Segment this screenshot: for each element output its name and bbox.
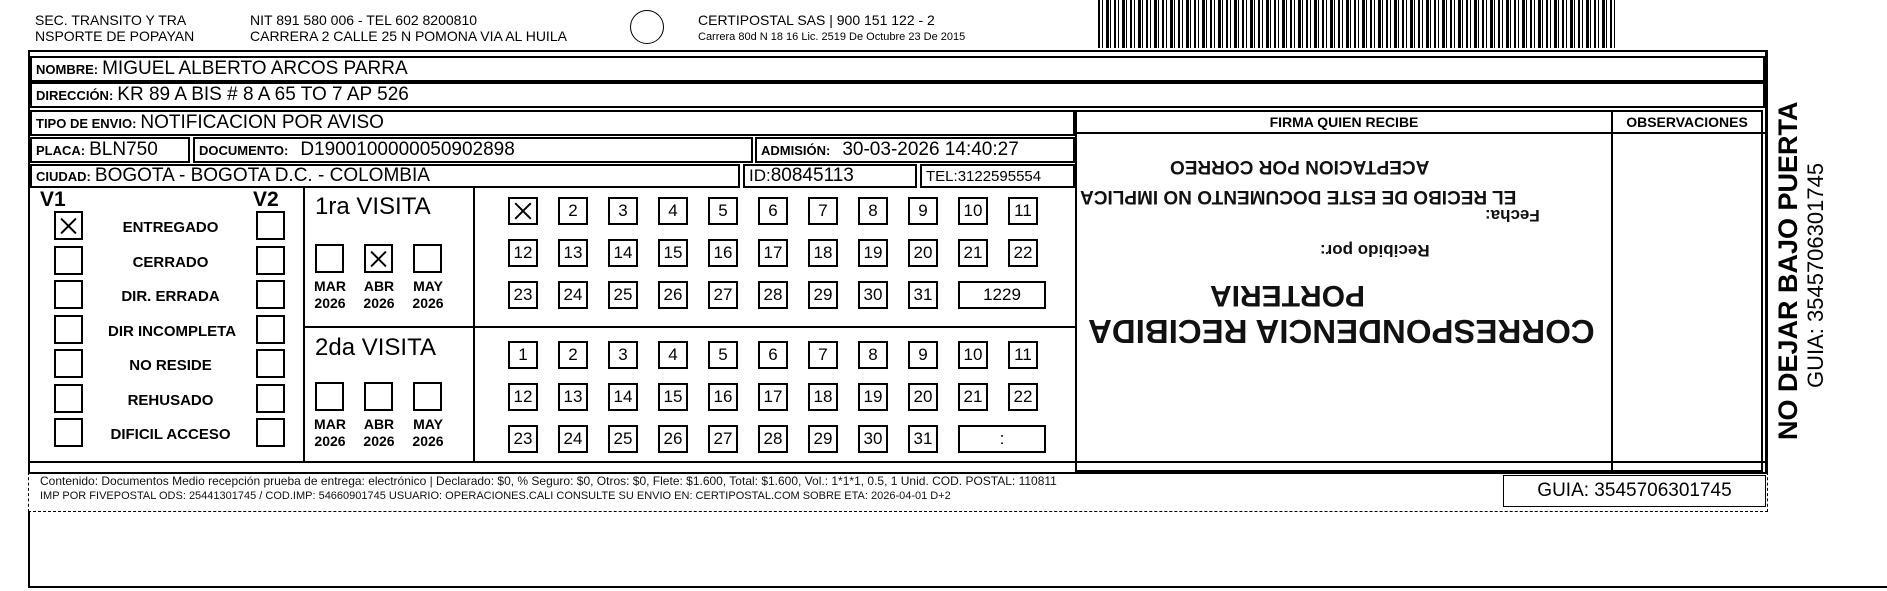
reason-label: CERRADO	[132, 253, 209, 271]
ciudad-label: CIUDAD:	[36, 168, 91, 184]
v2-checkbox[interactable]	[256, 280, 285, 309]
month-checkbox[interactable]	[315, 382, 344, 411]
day-box[interactable]: 12	[508, 239, 538, 267]
v1-checkbox[interactable]	[54, 418, 83, 447]
stamp-line-2: EL RECIBO DE ESTE DOCUMENTO NO IMPLICA	[1080, 186, 1517, 207]
footer-line-2: IMP POR FIVEPOSTAL ODS: 25441301745 / COD.IMP: 54660901745 USUARIO: OPERACIONES.CALI CONSULTE SU ENVIO EN: CERTIPOSTAL.COM SOBRE ETA: 2026-04-01 D+2	[40, 490, 951, 502]
month-label: MAR	[314, 278, 346, 294]
sender-line-2: NSPORTE DE POPAYAN	[35, 28, 195, 44]
ciudad-row	[30, 164, 740, 188]
day-box[interactable]: 8	[858, 197, 888, 225]
month-checkbox[interactable]	[413, 244, 442, 273]
reason-label: DIR INCOMPLETA	[108, 322, 237, 340]
admision-value: 30-03-2026 14:40:27	[842, 139, 1019, 160]
day-box[interactable]: 14	[608, 239, 638, 267]
day-box[interactable]	[508, 197, 538, 225]
visita-1-title: 1ra VISITA	[315, 193, 431, 220]
day-box[interactable]: 4	[658, 341, 688, 369]
v2-checkbox[interactable]	[256, 315, 285, 344]
courier-logo-icon	[630, 10, 664, 44]
month-year: 2026	[363, 295, 395, 311]
nit-line-2: CARRERA 2 CALLE 25 N POMONA VIA AL HUILA	[250, 28, 567, 44]
observaciones-panel	[1611, 110, 1763, 472]
nombre-value: MIGUEL ALBERTO ARCOS PARRA	[102, 58, 408, 79]
day-box[interactable]: 25	[608, 281, 638, 309]
side-main-text: NO DEJAR BAJO PUERTA	[1773, 101, 1803, 440]
day-box[interactable]: 16	[708, 239, 738, 267]
day-box[interactable]: 9	[908, 197, 938, 225]
reason-label: ENTREGADO	[122, 219, 219, 236]
tel-label: TEL:	[926, 167, 958, 185]
day-box[interactable]: 6	[758, 197, 788, 225]
admision-row	[755, 137, 1075, 163]
day-box[interactable]: 29	[808, 425, 838, 453]
tel-value: 3122595554	[957, 167, 1042, 185]
day-box[interactable]: 5	[708, 341, 738, 369]
day-box[interactable]: 21	[958, 239, 988, 267]
day-box[interactable]: 15	[658, 239, 688, 267]
reason-label: NO RESIDE	[129, 357, 212, 374]
v1-checkbox[interactable]	[54, 315, 83, 344]
month-year: 2026	[412, 295, 444, 311]
v1-checkbox[interactable]	[54, 246, 83, 275]
day-box[interactable]: 8	[858, 341, 888, 369]
day-box[interactable]: 30	[858, 281, 888, 309]
month-checkbox[interactable]	[315, 244, 344, 273]
v2-checkbox[interactable]	[256, 349, 285, 378]
id-row	[743, 164, 917, 188]
tipo-label: TIPO DE ENVIO:	[36, 115, 137, 131]
day-box[interactable]: 11	[1008, 341, 1038, 369]
nombre-row	[30, 56, 1765, 82]
day-box[interactable]: 27	[708, 425, 738, 453]
id-value: 80845113	[770, 165, 854, 186]
day-box[interactable]: 2	[558, 197, 588, 225]
day-box[interactable]: 22	[1008, 239, 1038, 267]
month-label: ABR	[363, 278, 395, 294]
month-checkbox[interactable]	[364, 244, 393, 273]
footer-line-1: Contenido: Documentos Medio recepción prueba de entrega: electrónico | Declarado: $0, % Seguro: $0, Otros: $0, Flete: $1.600, Total: $1.600, Vol.: 1*1*1, 0.5, 1 Unid. COD. POSTAL: 110811	[40, 474, 1057, 488]
placa-label: PLACA:	[36, 142, 86, 158]
day-box[interactable]: 9	[908, 341, 938, 369]
month-year: 2026	[363, 433, 395, 449]
month-checkbox[interactable]	[364, 382, 393, 411]
day-box[interactable]: 20	[908, 239, 938, 267]
day-box[interactable]: 20	[908, 383, 938, 411]
documento-value: D1900100000050902898	[300, 139, 515, 160]
ciudad-value: BOGOTA - BOGOTA D.C. - COLOMBIA	[94, 165, 430, 186]
v1-checkbox[interactable]	[54, 280, 83, 309]
tipo-row	[30, 110, 1075, 136]
v2-checkbox[interactable]	[256, 384, 285, 413]
stamp-line-3: Fecha:	[1485, 206, 1540, 225]
day-box[interactable]: 19	[858, 383, 888, 411]
reason-label: DIFICIL ACCESO	[110, 426, 231, 443]
v1-label: V1	[40, 188, 66, 211]
day-box[interactable]: 7	[808, 197, 838, 225]
month-year: 2026	[314, 433, 346, 449]
v2-checkbox[interactable]	[256, 246, 285, 275]
day-box[interactable]: 28	[758, 425, 788, 453]
v1-checkbox[interactable]	[54, 211, 83, 240]
tel-row	[920, 164, 1075, 188]
day-box[interactable]: 13	[558, 239, 588, 267]
direccion-value: KR 89 A BIS # 8 A 65 TO 7 AP 526	[117, 84, 409, 105]
day-box[interactable]: 12	[508, 383, 538, 411]
month-label: MAY	[413, 416, 443, 432]
footer-frame	[28, 472, 1768, 512]
documento-label: DOCUMENTO:	[199, 142, 289, 158]
month-label: MAR	[314, 416, 346, 432]
month-label: ABR	[363, 416, 395, 432]
day-box[interactable]: 4	[658, 197, 688, 225]
placa-row	[30, 137, 190, 163]
placa-value: BLN750	[89, 139, 158, 160]
v1-checkbox[interactable]	[54, 384, 83, 413]
reason-label: DIR. ERRADA	[121, 288, 220, 305]
day-box[interactable]: 30	[858, 425, 888, 453]
day-box[interactable]: 2	[558, 341, 588, 369]
admision-label: ADMISIÓN:	[761, 142, 831, 158]
month-label: MAY	[413, 278, 443, 294]
day-box[interactable]: 11	[1008, 197, 1038, 225]
courier-line-2: Carrera 80d N 18 16 Lic. 2519 De Octubre 23 De 2015	[698, 31, 966, 43]
day-box[interactable]: 23	[508, 281, 538, 309]
id-label: ID:	[749, 166, 771, 185]
day-box[interactable]: 22	[1008, 383, 1038, 411]
sender-line-1: SEC. TRANSITO Y TRA	[35, 12, 187, 28]
stamp-line-1: ACEPTACION POR CORREO	[1170, 156, 1430, 177]
month-year: 2026	[412, 433, 444, 449]
day-box[interactable]: 17	[758, 383, 788, 411]
v1-checkbox[interactable]	[54, 349, 83, 378]
stamp-line-4: Recibido por:	[1320, 241, 1430, 260]
day-box[interactable]: 14	[608, 383, 638, 411]
day-box[interactable]: 3	[608, 197, 638, 225]
day-box[interactable]: 18	[808, 383, 838, 411]
direccion-row	[30, 82, 1765, 108]
day-box[interactable]: 23	[508, 425, 538, 453]
day-box[interactable]: 18	[808, 239, 838, 267]
firma-title: FIRMA QUIEN RECIBE	[1269, 114, 1419, 130]
day-box[interactable]: 17	[758, 239, 788, 267]
footer-guia-box: GUIA: 3545706301745	[1503, 475, 1766, 507]
day-box[interactable]: 15	[658, 383, 688, 411]
time-box[interactable]: :	[958, 425, 1046, 453]
day-box[interactable]: 21	[958, 383, 988, 411]
direccion-label: DIRECCIÓN:	[36, 87, 114, 103]
day-box[interactable]: 5	[708, 197, 738, 225]
day-box[interactable]: 24	[558, 281, 588, 309]
courier-line-1: CERTIPOSTAL SAS | 900 151 122 - 2	[698, 12, 935, 28]
day-box[interactable]: 7	[808, 341, 838, 369]
stamp-line-5: PORTERIA	[1210, 279, 1366, 312]
tipo-value: NOTIFICACION POR AVISO	[140, 112, 384, 133]
day-box[interactable]: 28	[758, 281, 788, 309]
month-year: 2026	[314, 295, 346, 311]
day-box[interactable]: 27	[708, 281, 738, 309]
day-box[interactable]: 31	[908, 281, 938, 309]
v2-checkbox[interactable]	[256, 211, 285, 240]
month-checkbox[interactable]	[413, 382, 442, 411]
day-box[interactable]: 24	[558, 425, 588, 453]
day-box[interactable]: 16	[708, 383, 738, 411]
nit-line-1: NIT 891 580 006 - TEL 602 8200810	[250, 12, 478, 28]
day-box[interactable]: 19	[858, 239, 888, 267]
observaciones-title: OBSERVACIONES	[1626, 114, 1748, 130]
visita-2-title: 2da VISITA	[315, 334, 436, 361]
side-guia-text: GUIA: 3545706301745	[1803, 162, 1828, 388]
day-box[interactable]: 6	[758, 341, 788, 369]
day-box[interactable]: 1	[508, 341, 538, 369]
nombre-label: NOMBRE:	[36, 61, 99, 77]
day-box[interactable]: 25	[608, 425, 638, 453]
v2-label: V2	[253, 188, 279, 211]
documento-row	[193, 137, 753, 163]
day-box[interactable]: 26	[658, 281, 688, 309]
stamp-line-6: CORRESPONDENCIA RECIBIDA	[1088, 313, 1595, 350]
v2-checkbox[interactable]	[256, 418, 285, 447]
day-box[interactable]: 10	[958, 197, 988, 225]
barcode	[1098, 0, 1618, 48]
time-box[interactable]: 1229	[958, 281, 1046, 309]
day-box[interactable]: 10	[958, 341, 988, 369]
day-box[interactable]: 29	[808, 281, 838, 309]
reason-label: REHUSADO	[127, 391, 214, 409]
day-box[interactable]: 26	[658, 425, 688, 453]
day-box[interactable]: 3	[608, 341, 638, 369]
day-box[interactable]: 31	[908, 425, 938, 453]
day-box[interactable]: 13	[558, 383, 588, 411]
